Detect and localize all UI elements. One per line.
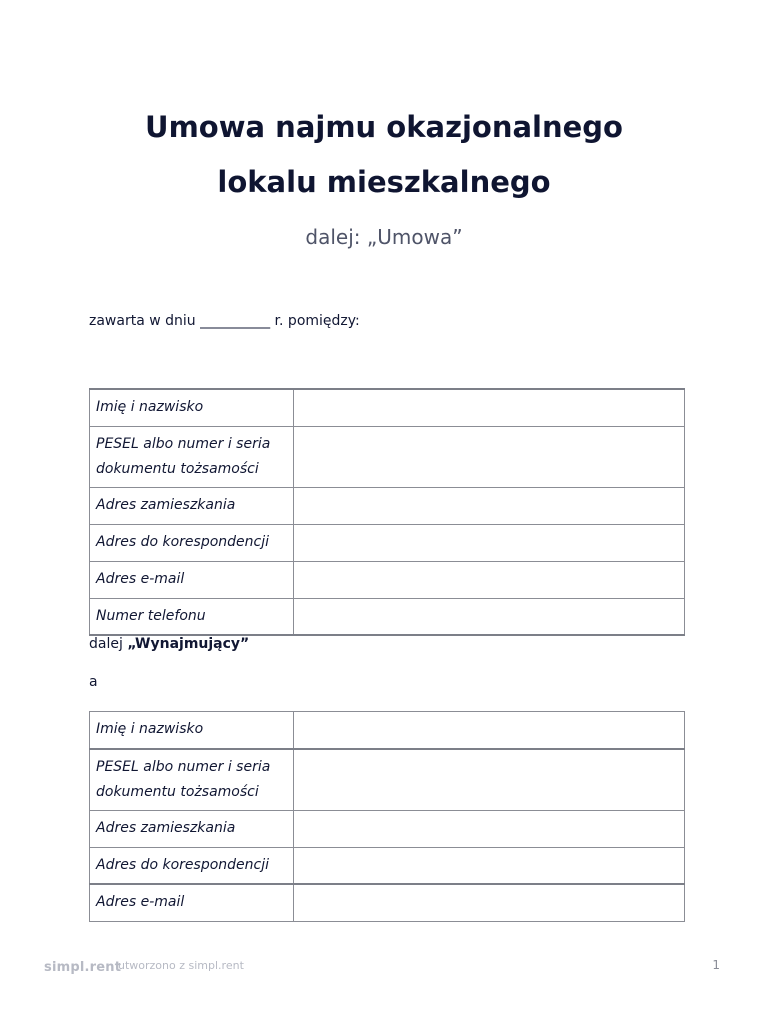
table-row <box>90 810 685 847</box>
page-number: 1 <box>712 958 720 972</box>
row-label: Adres zamieszkania <box>90 810 294 847</box>
table-row <box>90 389 685 426</box>
row-label: Adres do korespondencji <box>90 524 294 561</box>
row-label: Imię i nazwisko <box>90 712 294 749</box>
row-value-cell[interactable] <box>294 487 685 524</box>
row-label: Adres e-mail <box>90 884 294 921</box>
document-title-line2: lokalu mieszkalnego <box>217 165 551 199</box>
row-label: PESEL albo numer i seria dokumentu tożsamości <box>90 749 294 811</box>
table-row <box>90 749 685 811</box>
row-value-cell[interactable] <box>294 749 685 811</box>
conjunction: a <box>89 674 98 690</box>
row-label: Adres do korespondencji <box>90 847 294 884</box>
landlord-label: „Wynajmujący” <box>127 636 250 652</box>
table-row <box>90 426 685 487</box>
row-label: Adres e-mail <box>90 561 294 598</box>
contract-intro: zawarta w dniu __________ r. pomiędzy: <box>89 313 360 329</box>
row-label: Numer telefonu <box>90 598 294 635</box>
row-value-cell[interactable] <box>294 598 685 635</box>
tenant-table <box>89 711 685 922</box>
table-row <box>90 847 685 884</box>
row-value-cell[interactable] <box>294 884 685 921</box>
table-row <box>90 524 685 561</box>
row-value-cell[interactable] <box>294 810 685 847</box>
row-label: PESEL albo numer i seria dokumentu tożsamości <box>90 426 294 487</box>
simpl-rent-logo: simpl.rent <box>44 960 122 975</box>
table-row <box>90 712 685 749</box>
document-title <box>0 100 768 210</box>
landlord-table <box>89 388 685 636</box>
table-row <box>90 598 685 635</box>
table-row <box>90 487 685 524</box>
footer-note: utworzono z simpl.rent <box>118 959 244 972</box>
row-value-cell[interactable] <box>294 712 685 749</box>
landlord-prefix: dalej <box>89 636 128 652</box>
table-row <box>90 884 685 921</box>
document-title-line1: Umowa najmu okazjonalnego <box>145 110 623 144</box>
row-value-cell[interactable] <box>294 847 685 884</box>
row-value-cell[interactable] <box>294 524 685 561</box>
row-label: Imię i nazwisko <box>90 389 294 426</box>
landlord-designation <box>89 636 249 652</box>
row-label: Adres zamieszkania <box>90 487 294 524</box>
row-value-cell[interactable] <box>294 389 685 426</box>
document-subtitle: dalej: „Umowa” <box>305 225 463 249</box>
row-value-cell[interactable] <box>294 561 685 598</box>
row-value-cell[interactable] <box>294 426 685 487</box>
table-row <box>90 561 685 598</box>
